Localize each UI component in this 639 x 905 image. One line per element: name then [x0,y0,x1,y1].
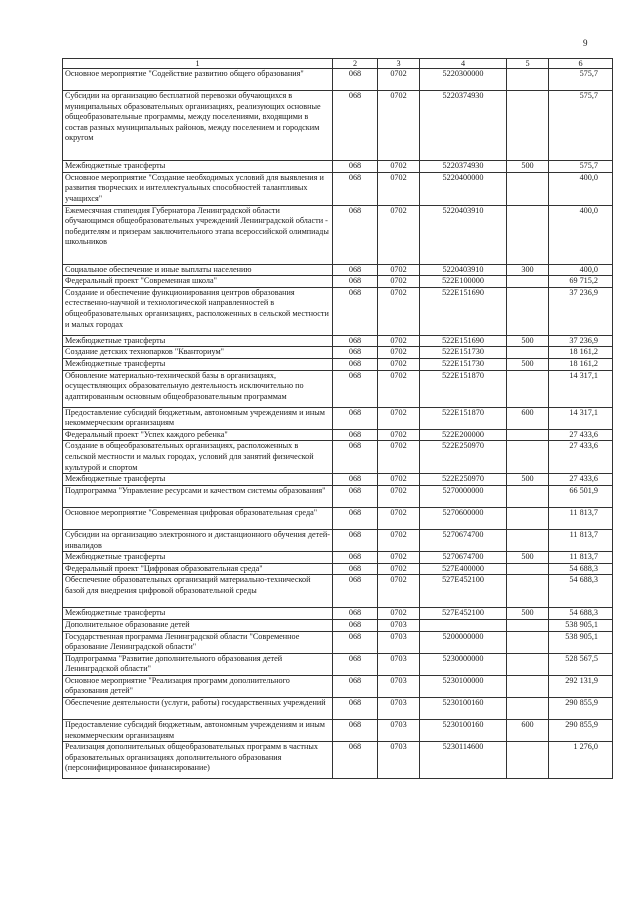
row-article: 5230100000 [420,675,507,697]
row-amount: 400,0 [549,264,613,276]
row-section: 0702 [378,287,420,335]
row-amount: 538 905,1 [549,619,613,631]
row-article: 527E400000 [420,563,507,575]
row-article: 5220374930 [420,161,507,173]
row-name: Основное мероприятие "Реализация программ дополнительного образования детей" [63,675,333,697]
row-expense-type [507,742,549,779]
row-name: Предоставление субсидий бюджетным, автономным учреждениям и иным некоммерческим организациям [63,720,333,742]
row-name: Создание детских технопарков "Кванториум" [63,347,333,359]
row-amount: 292 131,9 [549,675,613,697]
row-name: Субсидии на организацию электронного и дистанционного обучения детей-инвалидов [63,529,333,551]
row-section: 0702 [378,529,420,551]
row-code: 068 [333,507,378,529]
row-code: 068 [333,347,378,359]
row-name: Подпрограмма "Развитие дополнительного образования детей Ленинградской области" [63,653,333,675]
row-name: Основное мероприятие "Содействие развитию общего образования" [63,69,333,91]
table-row [63,69,613,91]
row-code: 068 [333,653,378,675]
row-section: 0702 [378,264,420,276]
row-article: 5220403910 [420,205,507,264]
row-section: 0703 [378,653,420,675]
row-name: Ежемесячная стипендия Губернатора Ленинградской области обучающимся общеобразовательных учреждений Ленинградской области - победителям и призерам заключительного этапа всероссийской олимпиады школьников [63,205,333,264]
row-amount: 11 813,7 [549,552,613,564]
row-name: Межбюджетные трансферты [63,358,333,370]
row-name: Государственная программа Ленинградской области "Современное образование Ленинградской области" [63,631,333,653]
row-expense-type [507,429,549,441]
row-code: 068 [333,370,378,407]
row-code: 068 [333,407,378,429]
row-expense-type [507,172,549,205]
row-section: 0702 [378,358,420,370]
row-name: Межбюджетные трансферты [63,474,333,486]
table-row [63,507,613,529]
table-row [63,653,613,675]
row-section: 0702 [378,429,420,441]
row-name: Федеральный проект "Цифровая образовательная среда" [63,563,333,575]
table-row [63,485,613,507]
table-row [63,631,613,653]
row-amount: 11 813,7 [549,507,613,529]
row-article: 527E452100 [420,575,507,608]
table-row [63,441,613,474]
row-expense-type [507,653,549,675]
row-code: 068 [333,429,378,441]
row-code: 068 [333,335,378,347]
column-header: 6 [549,59,613,69]
row-code: 068 [333,742,378,779]
table-row [63,370,613,407]
row-article: 522E151870 [420,370,507,407]
table-row [63,161,613,173]
row-name: Межбюджетные трансферты [63,608,333,620]
row-code: 068 [333,575,378,608]
row-section: 0702 [378,276,420,288]
row-amount: 18 161,2 [549,347,613,359]
row-code: 068 [333,631,378,653]
table-row [63,698,613,720]
row-amount: 290 855,9 [549,698,613,720]
row-expense-type [507,287,549,335]
row-article: 5270674700 [420,529,507,551]
row-amount: 14 317,1 [549,370,613,407]
row-section: 0702 [378,205,420,264]
row-expense-type: 500 [507,335,549,347]
row-code: 068 [333,619,378,631]
row-expense-type [507,575,549,608]
row-expense-type: 500 [507,358,549,370]
table-row [63,347,613,359]
row-name: Основное мероприятие "Современная цифровая образовательная среда" [63,507,333,529]
row-name: Основное мероприятие "Создание необходимых условий для выявления и развития творческих и интеллектуальных способностей талантливых учащихся" [63,172,333,205]
row-amount: 37 236,9 [549,287,613,335]
row-expense-type: 500 [507,552,549,564]
table-header-row [63,59,613,69]
row-code: 068 [333,91,378,161]
row-code: 068 [333,608,378,620]
row-article: 522E100000 [420,276,507,288]
row-article: 522E151870 [420,407,507,429]
row-amount: 54 688,3 [549,575,613,608]
table-row [63,429,613,441]
row-code: 068 [333,358,378,370]
row-expense-type: 300 [507,264,549,276]
row-article: 5220300000 [420,69,507,91]
row-expense-type [507,276,549,288]
row-expense-type [507,485,549,507]
row-amount: 575,7 [549,161,613,173]
row-expense-type [507,563,549,575]
row-section: 0702 [378,507,420,529]
row-section: 0702 [378,575,420,608]
row-amount: 538 905,1 [549,631,613,653]
row-expense-type [507,619,549,631]
row-name: Подпрограмма "Управление ресурсами и качеством системы образования" [63,485,333,507]
table-row [63,287,613,335]
row-article: 5220374930 [420,91,507,161]
row-article: 5270674700 [420,552,507,564]
table-row [63,172,613,205]
table-row [63,742,613,779]
table-row [63,335,613,347]
row-expense-type: 500 [507,474,549,486]
row-code: 068 [333,441,378,474]
row-name: Обеспечение деятельности (услуги, работы) государственных учреждений [63,698,333,720]
column-header: 2 [333,59,378,69]
row-code: 068 [333,552,378,564]
row-name: Обеспечение образовательных организаций материально-технической базой для внедрения цифровой образовательной среды [63,575,333,608]
row-expense-type [507,441,549,474]
row-amount: 1 276,0 [549,742,613,779]
row-section: 0702 [378,474,420,486]
table-row [63,563,613,575]
row-section: 0702 [378,91,420,161]
row-code: 068 [333,264,378,276]
row-amount: 18 161,2 [549,358,613,370]
row-name: Дополнительное образование детей [63,619,333,631]
row-code: 068 [333,161,378,173]
row-amount: 575,7 [549,69,613,91]
table-row [63,264,613,276]
row-code: 068 [333,172,378,205]
row-section: 0702 [378,563,420,575]
row-name: Социальное обеспечение и иные выплаты населению [63,264,333,276]
column-header: 1 [63,59,333,69]
table-row [63,575,613,608]
row-name: Федеральный проект "Успех каждого ребенка" [63,429,333,441]
table-row [63,552,613,564]
row-amount: 27 433,6 [549,441,613,474]
row-expense-type: 600 [507,407,549,429]
row-amount: 290 855,9 [549,720,613,742]
row-article: 5220403910 [420,264,507,276]
row-name: Субсидии на организацию бесплатной перевозки обучающихся в муниципальных образовательных организациях, реализующих основные общеобразовательные программы, между поселениями, входящими в состав разных муниципальных районов, между поселением и городским округом [63,91,333,161]
row-amount: 27 433,6 [549,474,613,486]
row-article: 5270000000 [420,485,507,507]
row-name: Федеральный проект "Современная школа" [63,276,333,288]
row-amount: 54 688,3 [549,608,613,620]
row-name: Предоставление субсидий бюджетным, автономным учреждениям и иным некоммерческим организациям [63,407,333,429]
row-amount: 27 433,6 [549,429,613,441]
row-code: 068 [333,529,378,551]
page-number: 9 [583,38,588,48]
row-code: 068 [333,276,378,288]
column-header: 5 [507,59,549,69]
row-article: 5220400000 [420,172,507,205]
column-header: 4 [420,59,507,69]
row-section: 0703 [378,631,420,653]
row-article: 522E151730 [420,358,507,370]
row-expense-type [507,370,549,407]
row-name: Реализация дополнительных общеобразовательных программ в частных образовательных организациях дополнительного образования (персонифицированное финансирование) [63,742,333,779]
row-section: 0702 [378,347,420,359]
table-row [63,358,613,370]
row-amount: 400,0 [549,172,613,205]
table-row [63,276,613,288]
row-code: 068 [333,485,378,507]
row-name: Межбюджетные трансферты [63,161,333,173]
row-name: Обновление материально-технической базы в организациях, осуществляющих образовательную деятельность исключительно по адаптированным основным общеобразовательным программам [63,370,333,407]
row-article: 5270600000 [420,507,507,529]
row-section: 0703 [378,742,420,779]
row-expense-type [507,507,549,529]
row-code: 068 [333,675,378,697]
row-amount: 528 567,5 [549,653,613,675]
row-article: 522E151690 [420,287,507,335]
row-amount: 14 317,1 [549,407,613,429]
row-name: Межбюджетные трансферты [63,552,333,564]
row-expense-type [507,698,549,720]
table-row [63,619,613,631]
row-amount: 400,0 [549,205,613,264]
row-section: 0702 [378,370,420,407]
row-section: 0702 [378,485,420,507]
row-section: 0702 [378,608,420,620]
row-expense-type [507,205,549,264]
row-code: 068 [333,287,378,335]
row-code: 068 [333,69,378,91]
table-row [63,720,613,742]
row-article: 5230114600 [420,742,507,779]
budget-table [62,58,613,779]
row-expense-type [507,529,549,551]
row-section: 0703 [378,720,420,742]
row-expense-type [507,91,549,161]
row-expense-type [507,347,549,359]
row-article: 522E151690 [420,335,507,347]
row-code: 068 [333,698,378,720]
table-row [63,205,613,264]
table-row [63,675,613,697]
row-amount: 66 501,9 [549,485,613,507]
row-section: 0702 [378,407,420,429]
row-article: 522E200000 [420,429,507,441]
row-name: Межбюджетные трансферты [63,335,333,347]
table-row [63,407,613,429]
row-code: 068 [333,205,378,264]
row-expense-type: 600 [507,720,549,742]
row-section: 0703 [378,675,420,697]
row-expense-type: 500 [507,161,549,173]
row-name: Создание и обеспечение функционирования центров образования естественно-научной и технологической направленностей в общеобразовательных организациях, расположенных в сельской местности и малых городах [63,287,333,335]
row-section: 0703 [378,619,420,631]
row-expense-type: 500 [507,608,549,620]
row-amount: 11 813,7 [549,529,613,551]
row-code: 068 [333,720,378,742]
row-article [420,619,507,631]
row-section: 0703 [378,698,420,720]
row-expense-type [507,631,549,653]
row-section: 0702 [378,161,420,173]
row-expense-type [507,675,549,697]
row-article: 5230100160 [420,698,507,720]
row-article: 5230000000 [420,653,507,675]
column-header: 3 [378,59,420,69]
row-section: 0702 [378,441,420,474]
row-expense-type [507,69,549,91]
row-article: 522E250970 [420,474,507,486]
row-article: 522E250970 [420,441,507,474]
row-section: 0702 [378,69,420,91]
row-article: 522E151730 [420,347,507,359]
row-code: 068 [333,563,378,575]
row-amount: 69 715,2 [549,276,613,288]
row-amount: 54 688,3 [549,563,613,575]
row-name: Создание в общеобразовательных организациях, расположенных в сельской местности и малых городах, условий для занятий физической культурой и спортом [63,441,333,474]
row-code: 068 [333,474,378,486]
row-amount: 575,7 [549,91,613,161]
row-section: 0702 [378,172,420,205]
table-row [63,91,613,161]
row-article: 5230100160 [420,720,507,742]
table-row [63,529,613,551]
row-article: 527E452100 [420,608,507,620]
row-section: 0702 [378,552,420,564]
row-article: 5200000000 [420,631,507,653]
table-row [63,474,613,486]
row-section: 0702 [378,335,420,347]
row-amount: 37 236,9 [549,335,613,347]
table-row [63,608,613,620]
